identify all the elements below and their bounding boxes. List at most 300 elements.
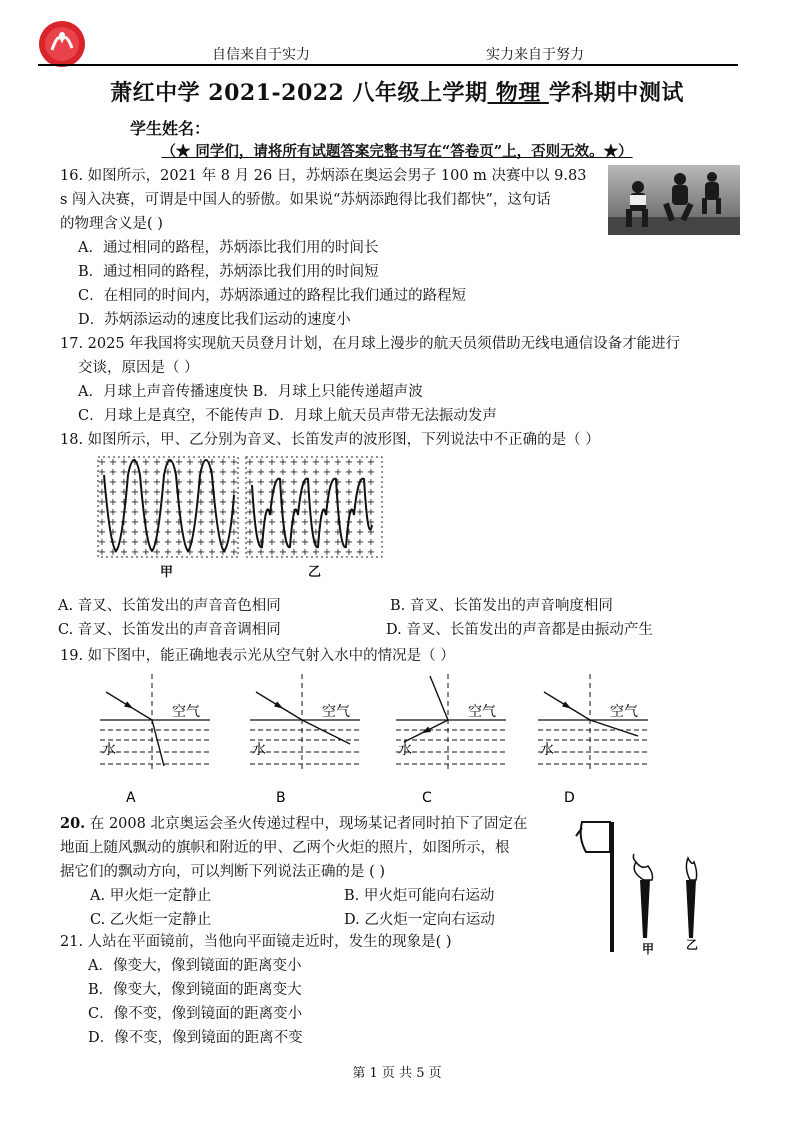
option-b: B. 甲火炬可能向右运动: [344, 888, 495, 904]
svg-text:+: +: [185, 477, 195, 488]
svg-text:+: +: [141, 527, 151, 538]
svg-text:+: +: [289, 517, 299, 528]
svg-text:+: +: [229, 457, 239, 468]
svg-text:+: +: [207, 477, 217, 488]
svg-text:+: +: [196, 487, 206, 498]
svg-text:+: +: [119, 537, 129, 548]
svg-text:+: +: [185, 467, 195, 478]
svg-text:+: +: [256, 457, 266, 468]
svg-text:+: +: [289, 477, 299, 488]
svg-text:+: +: [289, 457, 299, 468]
svg-text:+: +: [97, 507, 107, 518]
question-line: 19. 如下图中，能正确地表示光从空气射入水中的情况是（ ）: [60, 648, 455, 664]
torch-label-jia: 甲: [642, 942, 655, 956]
svg-text:+: +: [152, 477, 162, 488]
svg-text:+: +: [174, 517, 184, 528]
svg-text:+: +: [256, 527, 266, 538]
svg-text:+: +: [245, 487, 255, 498]
svg-text:+: +: [278, 477, 288, 488]
svg-text:+: +: [256, 477, 266, 488]
svg-text:+: +: [229, 547, 239, 558]
svg-text:+: +: [141, 467, 151, 478]
svg-text:+: +: [311, 457, 321, 468]
svg-text:+: +: [311, 487, 321, 498]
svg-text:+: +: [218, 467, 228, 478]
svg-text:+: +: [207, 547, 217, 558]
svg-text:+: +: [119, 507, 129, 518]
svg-text:+: +: [366, 497, 376, 508]
svg-text:+: +: [108, 507, 118, 518]
question-line: 21. 人站在平面镜前，当他向平面镜走近时，发生的现象是( ): [60, 934, 452, 950]
svg-text:+: +: [267, 477, 277, 488]
motto-right: 实力来自于努力: [486, 47, 584, 63]
svg-text:+: +: [322, 537, 332, 548]
refraction-diagram-b: [250, 674, 360, 806]
svg-text:+: +: [355, 497, 365, 508]
svg-text:+: +: [130, 467, 140, 478]
svg-text:+: +: [256, 467, 266, 478]
svg-text:+: +: [333, 467, 343, 478]
question-line: 地面上随风飘动的旗帜和附近的甲、乙两个火炬的照片，如图所示，根: [60, 840, 510, 856]
svg-text:+: +: [152, 457, 162, 468]
svg-text:+: +: [196, 537, 206, 548]
option-a: A．像变大，像到镜面的距离变小: [88, 958, 302, 974]
svg-text:+: +: [278, 487, 288, 498]
choice-label: D: [564, 790, 575, 806]
svg-text:+: +: [229, 477, 239, 488]
svg-text:+: +: [108, 527, 118, 538]
svg-text:+: +: [322, 487, 332, 498]
svg-text:+: +: [174, 487, 184, 498]
svg-text:+: +: [267, 527, 277, 538]
svg-text:+: +: [163, 467, 173, 478]
svg-text:+: +: [355, 487, 365, 498]
svg-text:+: +: [130, 457, 140, 468]
svg-text:+: +: [218, 517, 228, 528]
svg-text:+: +: [218, 547, 228, 558]
svg-text:+: +: [163, 537, 173, 548]
svg-text:+: +: [344, 467, 354, 478]
svg-text:+: +: [218, 487, 228, 498]
svg-text:+: +: [130, 517, 140, 528]
svg-text:+: +: [267, 487, 277, 498]
page-footer: 第 1 页 共 5 页: [352, 1066, 442, 1081]
torch-yi-icon: [686, 858, 697, 938]
svg-text:+: +: [141, 507, 151, 518]
svg-text:+: +: [141, 497, 151, 508]
svg-text:+: +: [119, 467, 129, 478]
question-18: [60, 428, 760, 452]
option-b: B．通过相同的路程，苏炳添比我们用的时间短: [78, 264, 379, 280]
svg-text:+: +: [207, 527, 217, 538]
svg-text:+: +: [141, 457, 151, 468]
svg-text:+: +: [256, 507, 266, 518]
svg-text:+: +: [152, 517, 162, 528]
torch-jia-icon: [633, 854, 652, 938]
question-line: 20. 在 2008 北京奥运会圣火传递过程中，现场某记者同时拍下了固定在: [60, 815, 528, 832]
svg-text:+: +: [333, 517, 343, 528]
svg-text:+: +: [152, 537, 162, 548]
svg-text:+: +: [344, 527, 354, 538]
svg-text:+: +: [97, 497, 107, 508]
svg-text:+: +: [163, 457, 173, 468]
svg-text:+: +: [267, 467, 277, 478]
svg-text:+: +: [245, 507, 255, 518]
svg-text:+: +: [207, 497, 217, 508]
svg-text:+: +: [207, 537, 217, 548]
svg-text:+: +: [163, 507, 173, 518]
svg-text:+: +: [300, 457, 310, 468]
svg-text:+: +: [289, 547, 299, 558]
svg-text:+: +: [333, 507, 343, 518]
svg-text:+: +: [108, 477, 118, 488]
option-c: C．在相同的时间内，苏炳添通过的路程比我们通过的路程短: [78, 288, 467, 304]
svg-text:+: +: [108, 517, 118, 528]
svg-text:+: +: [278, 547, 288, 558]
svg-text:+: +: [218, 537, 228, 548]
svg-text:+: +: [366, 517, 376, 528]
svg-text:+: +: [245, 497, 255, 508]
water-label: 水: [252, 742, 266, 758]
svg-text:+: +: [185, 517, 195, 528]
svg-text:+: +: [300, 527, 310, 538]
svg-text:+: +: [267, 537, 277, 548]
svg-text:+: +: [256, 537, 266, 548]
refraction-diagrams: [96, 674, 656, 809]
svg-text:+: +: [207, 467, 217, 478]
svg-text:+: +: [355, 527, 365, 538]
svg-text:+: +: [207, 507, 217, 518]
option-c: C. 音叉、长笛发出的声音音调相同: [58, 622, 281, 638]
svg-text:+: +: [366, 467, 376, 478]
svg-text:+: +: [130, 507, 140, 518]
svg-text:+: +: [141, 547, 151, 558]
svg-text:+: +: [130, 547, 140, 558]
svg-text:+: +: [355, 537, 365, 548]
svg-text:+: +: [311, 507, 321, 518]
svg-text:+: +: [267, 547, 277, 558]
title-subject: 物理: [487, 80, 549, 106]
option-c: C. 乙火炬一定静止: [90, 912, 212, 928]
svg-text:+: +: [152, 467, 162, 478]
option-d: D．像不变，像到镜面的距离不变: [88, 1030, 303, 1046]
question-19: [60, 644, 760, 668]
svg-text:+: +: [163, 497, 173, 508]
svg-text:+: +: [289, 537, 299, 548]
svg-text:+: +: [218, 477, 228, 488]
option-cd: C．月球上是真空，不能传声 D．月球上航天员声带无法振动发声: [78, 408, 497, 424]
svg-text:+: +: [119, 517, 129, 528]
svg-text:+: +: [207, 457, 217, 468]
page-title: [0, 76, 794, 107]
svg-text:+: +: [267, 507, 277, 518]
svg-text:+: +: [366, 507, 376, 518]
svg-text:+: +: [245, 457, 255, 468]
svg-text:+: +: [311, 527, 321, 538]
motto-left: 自信来自于实力: [212, 47, 310, 63]
svg-text:+: +: [256, 497, 266, 508]
svg-text:+: +: [311, 477, 321, 488]
svg-text:+: +: [108, 467, 118, 478]
svg-text:+: +: [185, 487, 195, 498]
svg-text:+: +: [322, 457, 332, 468]
air-label: 空气: [322, 704, 350, 720]
sprinter-photo: [608, 165, 740, 235]
svg-text:+: +: [322, 547, 332, 558]
svg-text:+: +: [322, 497, 332, 508]
svg-text:+: +: [108, 537, 118, 548]
svg-text:+: +: [267, 517, 277, 528]
svg-text:+: +: [300, 497, 310, 508]
svg-text:+: +: [130, 537, 140, 548]
svg-text:+: +: [256, 517, 266, 528]
svg-text:+: +: [344, 487, 354, 498]
svg-text:+: +: [344, 547, 354, 558]
svg-text:+: +: [366, 537, 376, 548]
question-16-options: [78, 236, 466, 332]
svg-text:+: +: [300, 467, 310, 478]
svg-text:+: +: [300, 537, 310, 548]
svg-text:+: +: [130, 477, 140, 488]
svg-text:+: +: [152, 487, 162, 498]
svg-text:+: +: [229, 487, 239, 498]
torch-label-yi: 乙: [686, 938, 699, 952]
question-line: 的物理含义是( ): [60, 216, 163, 232]
air-label: 空气: [468, 704, 496, 720]
svg-text:+: +: [185, 457, 195, 468]
svg-text:+: +: [174, 467, 184, 478]
svg-text:+: +: [344, 507, 354, 518]
svg-text:+: +: [196, 507, 206, 518]
svg-text:+: +: [108, 457, 118, 468]
question-line: 18. 如图所示，甲、乙分别为音叉、长笛发声的波形图，下列说法中不正确的是（ ）: [60, 432, 600, 448]
question-line: 17. 2025 年我国将实现航天员登月计划，在月球上漫步的航天员须借助无线电通信设备才能进行: [60, 336, 681, 352]
question-line: s 闯入决赛，可谓是中国人的骄傲。如果说“苏炳添跑得比我们都快”，这句话: [60, 192, 551, 208]
air-label: 空气: [610, 704, 638, 720]
svg-text:+: +: [322, 517, 332, 528]
waveform-label-jia: 甲: [160, 565, 174, 580]
question-20-options: [90, 884, 550, 932]
svg-text:+: +: [97, 527, 107, 538]
svg-text:+: +: [300, 547, 310, 558]
svg-text:+: +: [141, 537, 151, 548]
svg-text:+: +: [119, 527, 129, 538]
svg-text:+: +: [366, 487, 376, 498]
svg-text:+: +: [278, 457, 288, 468]
svg-text:+: +: [245, 467, 255, 478]
svg-text:+: +: [256, 547, 266, 558]
svg-text:+: +: [300, 477, 310, 488]
svg-text:+: +: [311, 467, 321, 478]
svg-text:+: +: [278, 537, 288, 548]
svg-text:+: +: [278, 467, 288, 478]
svg-text:+: +: [163, 477, 173, 488]
svg-text:+: +: [108, 487, 118, 498]
air-label: 空气: [172, 704, 200, 720]
svg-text:+: +: [174, 547, 184, 558]
svg-text:+: +: [245, 477, 255, 488]
svg-text:+: +: [141, 487, 151, 498]
svg-text:+: +: [344, 517, 354, 528]
option-c: C．像不变，像到镜面的距离变小: [88, 1006, 303, 1022]
refraction-diagram-a: [100, 674, 210, 806]
svg-text:+: +: [289, 507, 299, 518]
svg-text:+: +: [355, 457, 365, 468]
water-label: 水: [102, 742, 116, 758]
refraction-diagram-d: [538, 674, 648, 806]
svg-text:+: +: [366, 527, 376, 538]
svg-text:+: +: [344, 537, 354, 548]
question-17: [60, 332, 760, 380]
student-name-label: 学生姓名：: [130, 119, 211, 138]
svg-text:+: +: [289, 497, 299, 508]
svg-text:+: +: [196, 497, 206, 508]
svg-text:+: +: [256, 487, 266, 498]
svg-text:+: +: [196, 477, 206, 488]
svg-text:+: +: [196, 457, 206, 468]
svg-text:+: +: [366, 547, 376, 558]
svg-text:+: +: [311, 517, 321, 528]
svg-text:+: +: [333, 527, 343, 538]
svg-text:+: +: [229, 497, 239, 508]
svg-text:+: +: [130, 497, 140, 508]
svg-text:+: +: [163, 527, 173, 538]
svg-text:+: +: [207, 487, 217, 498]
svg-text:+: +: [245, 517, 255, 528]
svg-text:+: +: [141, 477, 151, 488]
svg-text:+: +: [185, 507, 195, 518]
svg-text:+: +: [108, 547, 118, 558]
svg-text:+: +: [322, 477, 332, 488]
svg-text:+: +: [218, 527, 228, 538]
option-b: B．像变大，像到镜面的距离变大: [88, 982, 302, 998]
notice: [0, 140, 794, 161]
svg-text:+: +: [119, 547, 129, 558]
title-part2: 学科期中测试: [548, 80, 684, 106]
svg-text:+: +: [130, 527, 140, 538]
choice-label: C: [422, 790, 432, 806]
svg-text:+: +: [196, 547, 206, 558]
waveform-figure: [96, 455, 386, 580]
svg-text:+: +: [322, 527, 332, 538]
svg-text:+: +: [355, 507, 365, 518]
svg-text:+: +: [229, 537, 239, 548]
option-d: D. 音叉、长笛发出的声音都是由振动产生: [386, 622, 653, 638]
svg-text:+: +: [196, 527, 206, 538]
svg-text:+: +: [300, 517, 310, 528]
svg-text:+: +: [218, 457, 228, 468]
svg-text:+: +: [322, 507, 332, 518]
svg-text:+: +: [311, 497, 321, 508]
svg-text:+: +: [278, 497, 288, 508]
svg-text:+: +: [97, 487, 107, 498]
svg-text:+: +: [185, 547, 195, 558]
svg-text:+: +: [333, 547, 343, 558]
svg-text:+: +: [355, 547, 365, 558]
svg-text:+: +: [119, 487, 129, 498]
svg-text:+: +: [163, 547, 173, 558]
svg-text:+: +: [229, 527, 239, 538]
question-17-options: [78, 380, 497, 428]
question-16: [60, 164, 620, 236]
option-a: A. 音叉、长笛发出的声音音色相同: [58, 598, 281, 614]
svg-text:+: +: [267, 457, 277, 468]
option-ab: A．月球上声音传播速度快 B．月球上只能传递超声波: [78, 384, 423, 400]
svg-text:+: +: [344, 477, 354, 488]
question-18-options: [58, 594, 758, 642]
svg-text:+: +: [196, 517, 206, 528]
svg-text:+: +: [289, 527, 299, 538]
option-b: B. 音叉、长笛发出的声音响度相同: [390, 598, 613, 614]
svg-text:+: +: [289, 487, 299, 498]
svg-text:+: +: [174, 527, 184, 538]
svg-text:+: +: [174, 477, 184, 488]
question-21-options: [88, 954, 303, 1050]
notice-text: （★ 同学们，请将所有试题答案完整书写在“答卷页”上，否则无效。★）: [161, 143, 633, 160]
title-part1: 萧红中学 2021-2022 八年级上学期: [110, 80, 488, 106]
svg-text:+: +: [333, 477, 343, 488]
svg-text:+: +: [229, 517, 239, 528]
header-rule: [38, 64, 738, 66]
svg-text:+: +: [245, 537, 255, 548]
question-number: 20.: [60, 815, 86, 832]
svg-text:+: +: [311, 547, 321, 558]
svg-text:+: +: [119, 477, 129, 488]
svg-text:+: +: [366, 477, 376, 488]
svg-text:+: +: [333, 487, 343, 498]
svg-text:+: +: [152, 507, 162, 518]
waveform-label-yi: 乙: [308, 565, 322, 580]
svg-text:+: +: [355, 467, 365, 478]
svg-text:+: +: [278, 507, 288, 518]
choice-label: A: [126, 790, 136, 806]
svg-text:+: +: [152, 527, 162, 538]
question-20: [60, 812, 580, 884]
svg-text:+: +: [207, 517, 217, 528]
option-d: D. 乙火炬一定向右运动: [344, 912, 495, 928]
question-line: 据它们的飘动方向，可以判断下列说法正确的是 ( ): [60, 864, 386, 880]
svg-text:+: +: [185, 527, 195, 538]
svg-text:+: +: [97, 467, 107, 478]
svg-text:+: +: [97, 517, 107, 528]
svg-text:+: +: [322, 467, 332, 478]
svg-text:+: +: [311, 537, 321, 548]
svg-text:+: +: [218, 497, 228, 508]
svg-text:+: +: [355, 517, 365, 528]
svg-text:+: +: [163, 487, 173, 498]
svg-text:+: +: [245, 527, 255, 538]
svg-text:+: +: [119, 497, 129, 508]
svg-text:+: +: [333, 537, 343, 548]
svg-text:+: +: [289, 467, 299, 478]
svg-text:+: +: [300, 507, 310, 518]
svg-text:+: +: [366, 457, 376, 468]
svg-text:+: +: [97, 477, 107, 488]
question-line: 16. 如图所示，2021 年 8 月 26 日，苏炳添在奥运会男子 100 m 决赛中以 9.83: [60, 168, 587, 184]
svg-text:+: +: [267, 497, 277, 508]
svg-text:+: +: [97, 537, 107, 548]
svg-text:+: +: [355, 477, 365, 488]
svg-text:+: +: [278, 527, 288, 538]
svg-text:+: +: [152, 497, 162, 508]
svg-text:+: +: [344, 497, 354, 508]
svg-text:+: +: [174, 507, 184, 518]
svg-text:+: +: [174, 537, 184, 548]
svg-text:+: +: [300, 487, 310, 498]
svg-text:+: +: [185, 497, 195, 508]
svg-text:+: +: [278, 517, 288, 528]
svg-text:+: +: [229, 467, 239, 478]
